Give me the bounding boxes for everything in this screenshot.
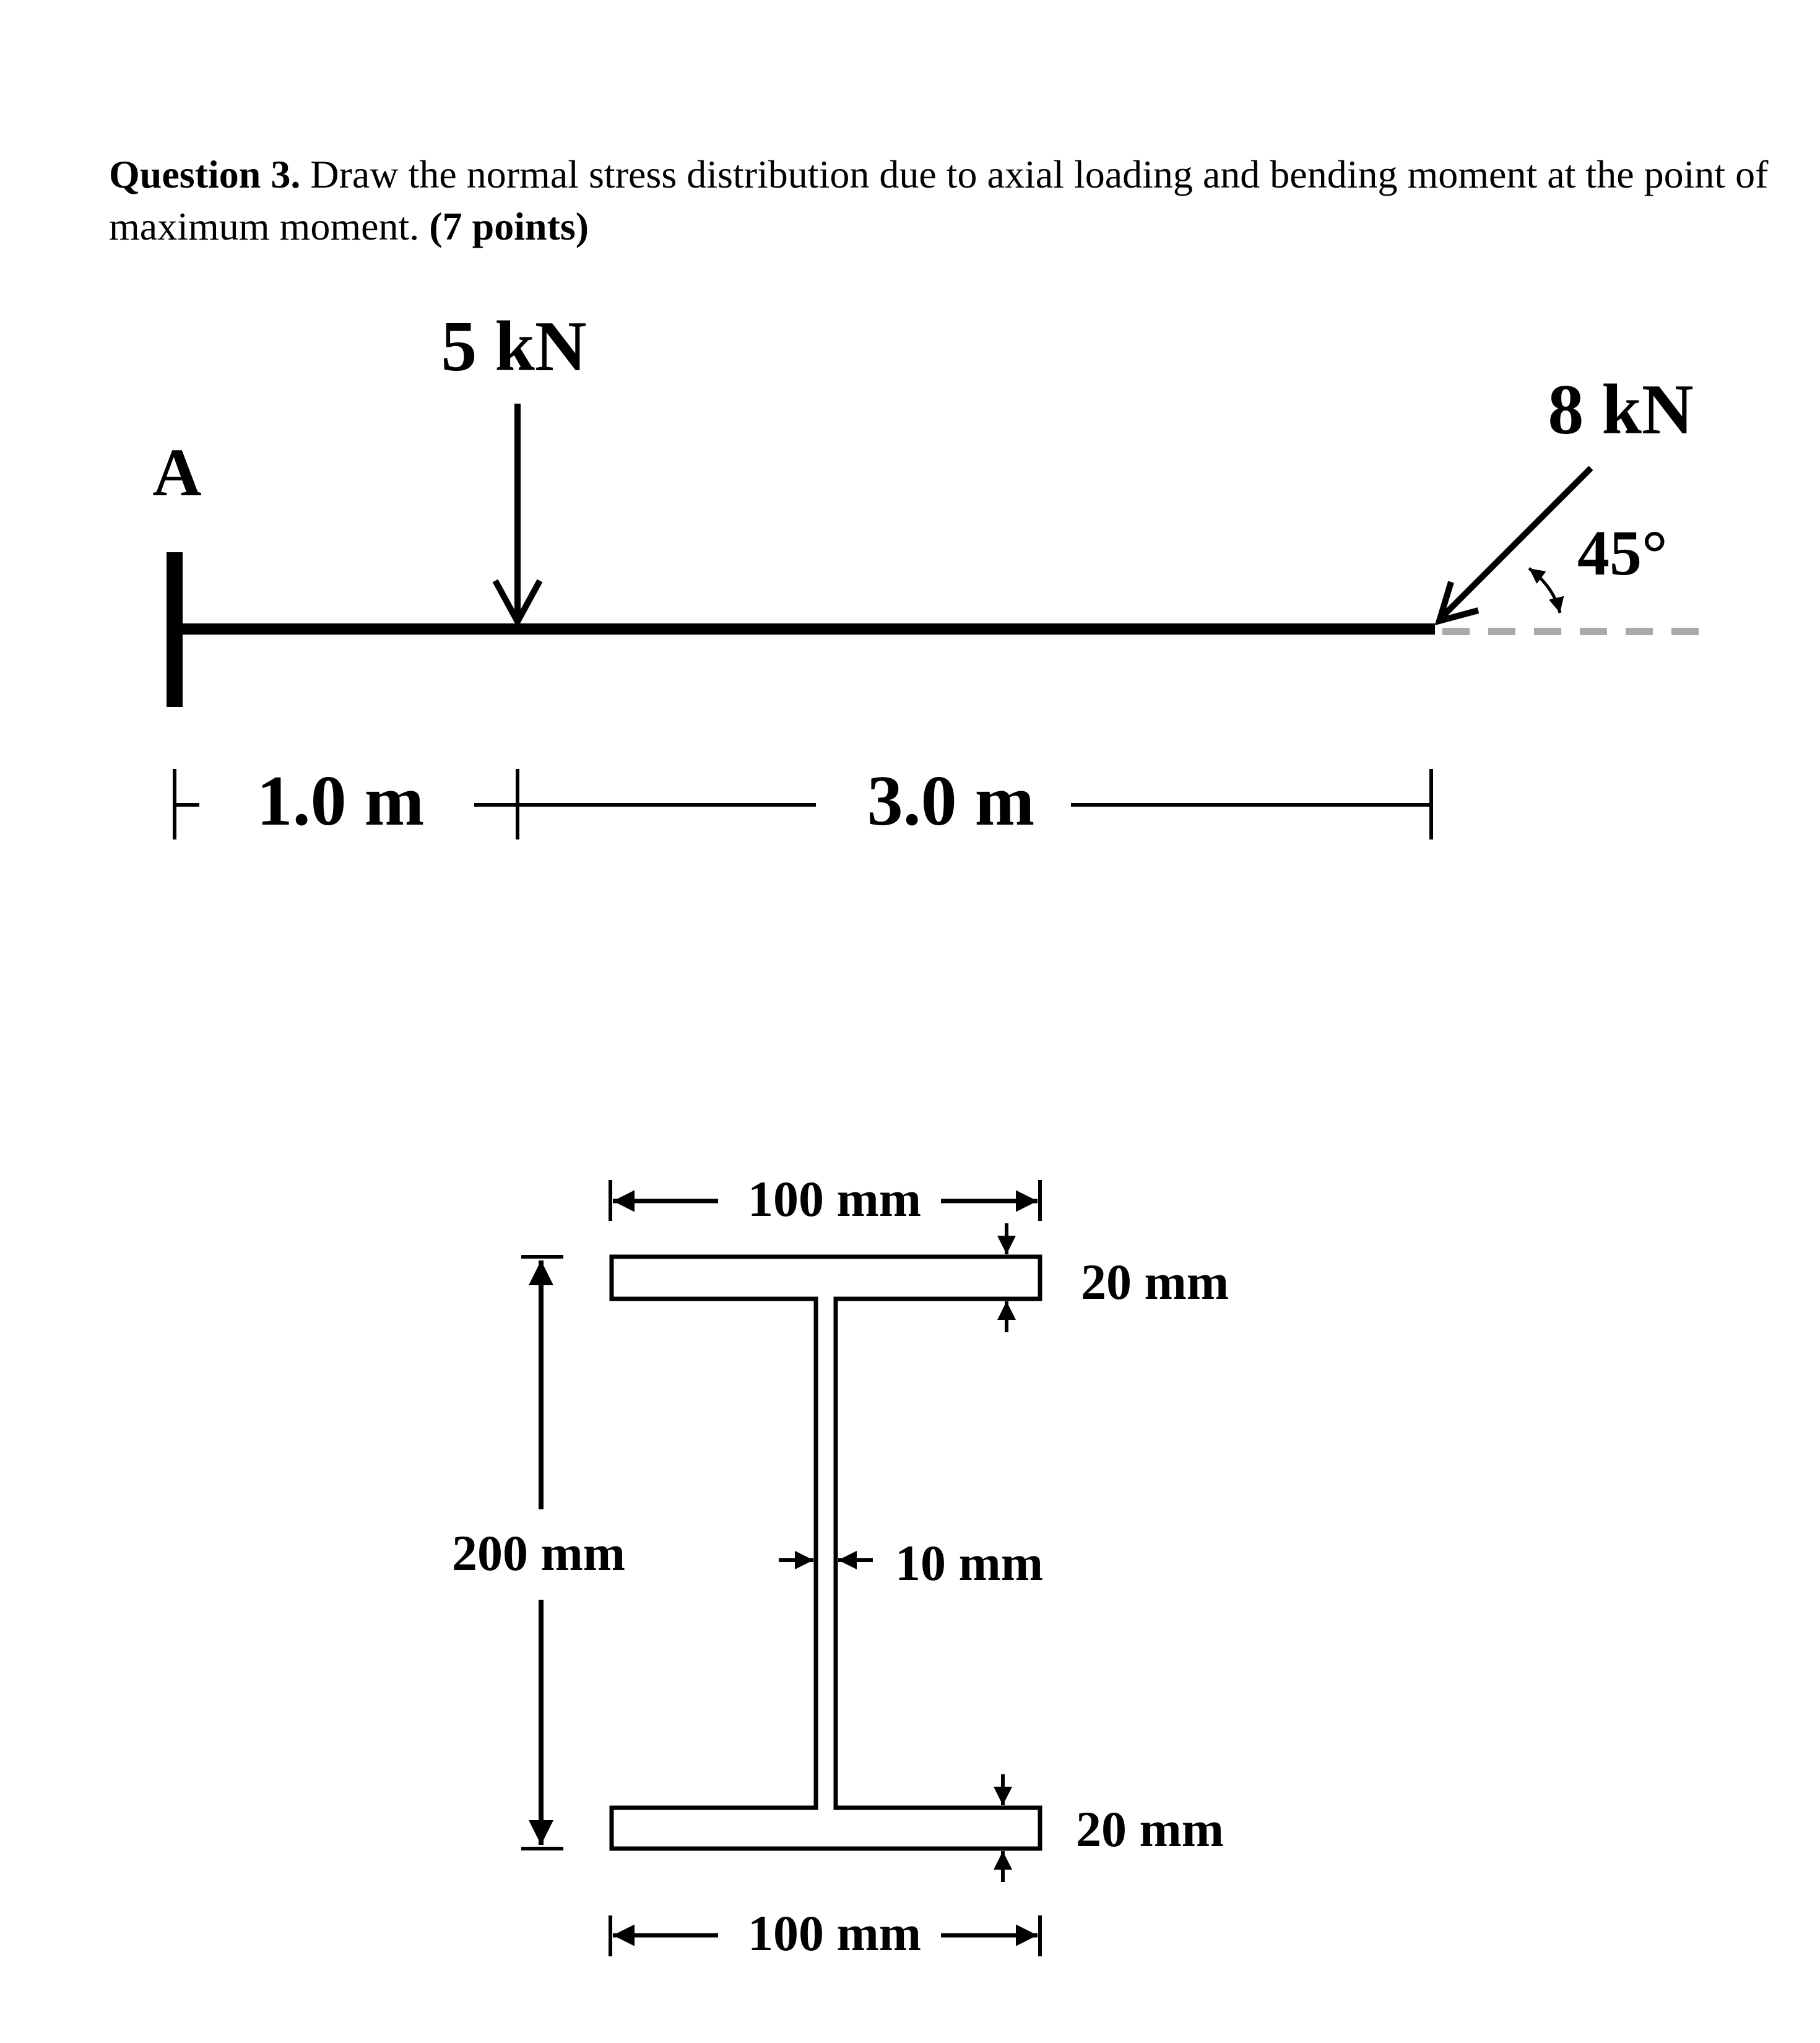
web-thickness-label: 10 mm xyxy=(895,1535,1044,1591)
top-flange-thickness-label: 20 mm xyxy=(1081,1254,1229,1310)
point-load-arrow xyxy=(495,404,540,622)
end-load-label: 8 kN xyxy=(1548,370,1694,449)
point-load-label: 5 kN xyxy=(441,307,587,386)
question-number: Question 3. xyxy=(109,152,301,196)
beam-diagram xyxy=(152,307,1709,841)
question-points: (7 points) xyxy=(429,204,589,248)
bottom-flange-thickness-label: 20 mm xyxy=(1076,1801,1224,1857)
dimension-segment2-label: 3.0 m xyxy=(867,761,1035,841)
question-body: Draw the normal stress distribution due to axial loading and bending moment at the point of maximum moment. xyxy=(109,152,1769,248)
top-width-label: 100 mm xyxy=(747,1171,922,1227)
angle-label: 45° xyxy=(1577,518,1668,589)
dimension-segment1-label: 1.0 m xyxy=(256,761,425,841)
end-load-arrow xyxy=(1439,468,1591,621)
total-depth-label: 200 mm xyxy=(451,1525,626,1581)
angle-arc xyxy=(1529,568,1560,613)
i-beam-cross-section xyxy=(452,1171,1229,1961)
bottom-width-label: 100 mm xyxy=(747,1905,922,1961)
support-a-label: A xyxy=(152,435,202,510)
